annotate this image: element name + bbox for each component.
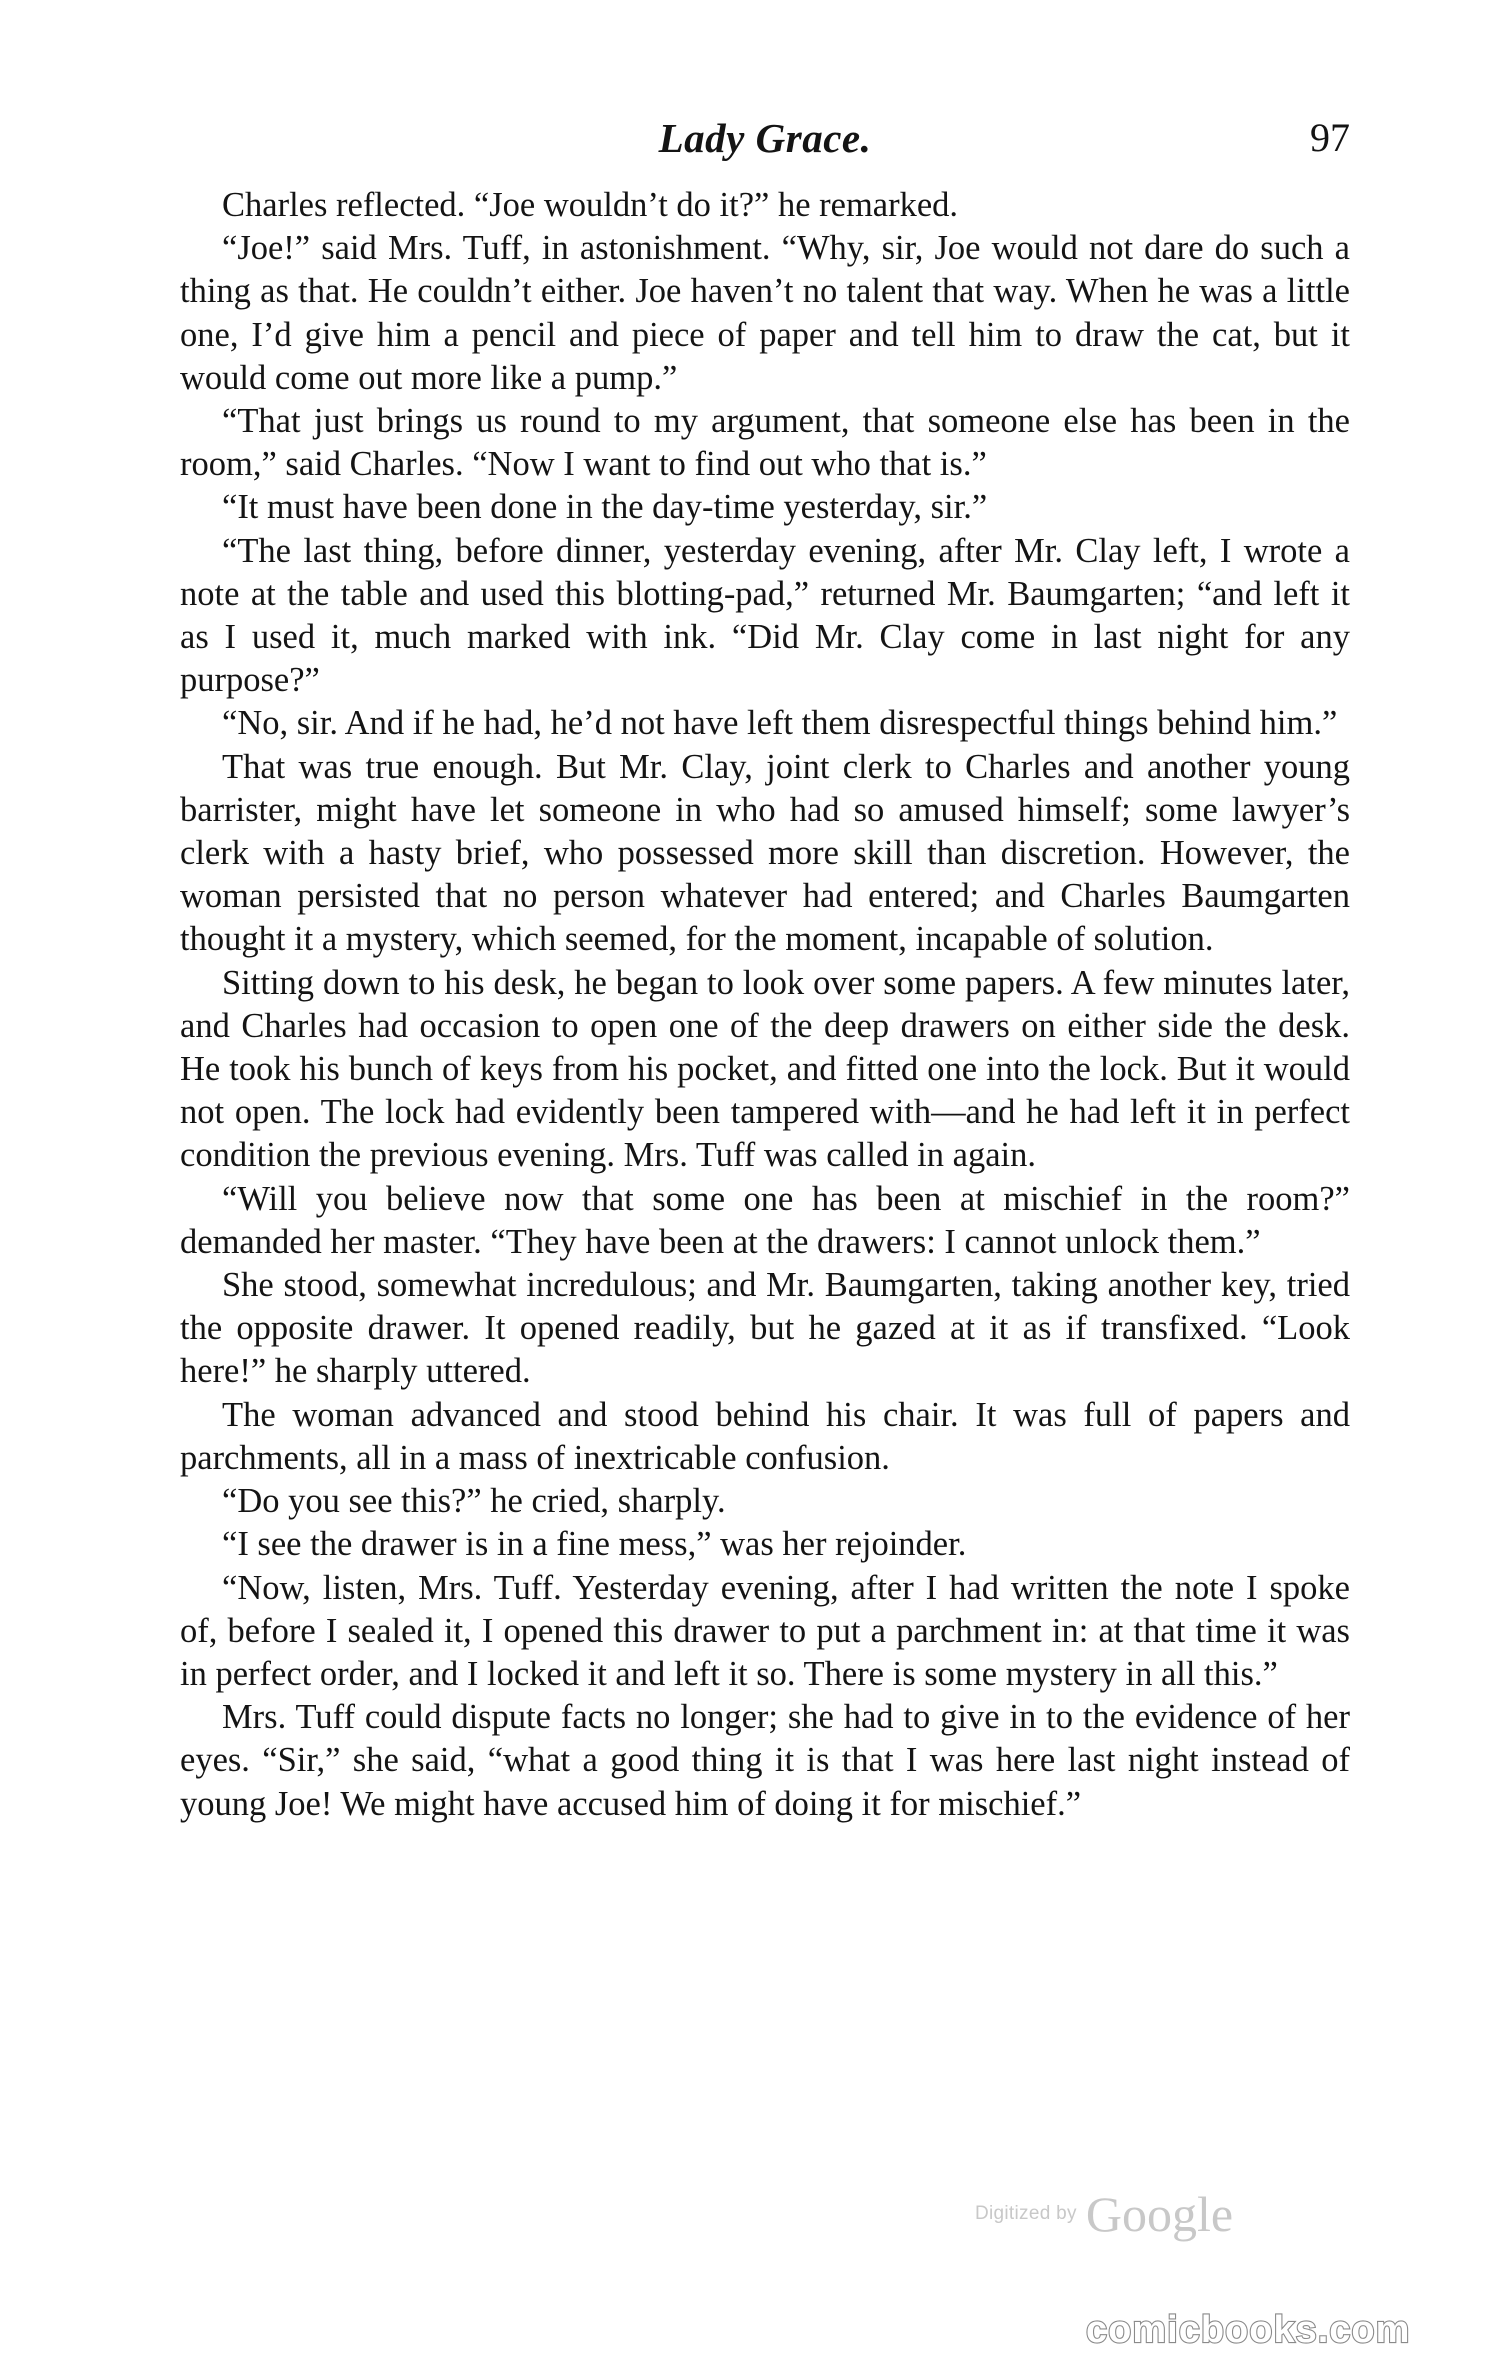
paragraph: “Now, listen, Mrs. Tuff. Yesterday evening, after I had written the note I spoke of, before I sealed it, I opened this drawer to put a parchment in: at that time it was in perfect order, and I locked it and left it so. There is some mystery in all this.” xyxy=(180,1568,1350,1693)
paragraph: “It must have been done in the day-time yesterday, sir.” xyxy=(222,488,988,527)
paragraph: “That just brings us round to my argument, that someone else has been in the room,” said Charles. “Now I want to find out who that is.” xyxy=(180,402,1350,484)
comicbooks-logo xyxy=(1082,2302,1472,2354)
paragraph: “Joe!” said Mrs. Tuff, in astonishment. “Why, sir, Joe would not dare do such a thing as that. He couldn’t either. Joe haven’t no talent that way. When he was a little one, I’d give him a pencil and piece of paper and tell him to draw the cat, but it would come out more like a pump.” xyxy=(180,229,1350,397)
digitized-by-label: Digitized by xyxy=(975,2203,1077,2224)
paragraph: “I see the drawer is in a fine mess,” was her rejoinder. xyxy=(222,1525,967,1564)
comicbooks-watermark xyxy=(1082,2302,1472,2354)
paragraph: Mrs. Tuff could dispute facts no longer; she had to give in to the evidence of her eyes. “Sir,” she said, “what a good thing it is that I was here last night instead of young Joe! We might have accused him of doing it for mischief.” xyxy=(180,1698,1350,1823)
body-text xyxy=(180,184,1350,1826)
paragraph: She stood, somewhat incredulous; and Mr. Baumgarten, taking another key, tried the opposite drawer. It opened readily, but he gazed at it as if transfixed. “Look here!” he sharply uttered. xyxy=(180,1266,1350,1391)
paragraph: That was true enough. But Mr. Clay, joint clerk to Charles and another young barrister, might have let someone in who had so amused himself; some lawyer’s clerk with a hasty brief, who possessed more skill than discretion. However, the woman persisted that no person whatever had entered; and Charles Baumgarten thought it a mystery, which seemed, for the moment, incapable of solution. xyxy=(180,747,1350,959)
paragraph: “Will you believe now that some one has been at mischief in the room?” demanded her master. “They have been at the drawers: I cannot unlock them.” xyxy=(180,1179,1350,1261)
page-number: 97 xyxy=(1310,115,1350,160)
paragraph: “Do you see this?” he cried, sharply. xyxy=(222,1482,726,1521)
digitized-by-google-watermark xyxy=(975,2185,1295,2241)
paragraph: “No, sir. And if he had, he’d not have left them disrespectful things behind him.” xyxy=(222,704,1338,743)
paragraph: “The last thing, before dinner, yesterday evening, after Mr. Clay left, I wrote a note at the table and used this blotting-pad,” returned Mr. Baumgarten; “and left it as I used it, much marked with ink. “Did Mr. Clay come in last night for any purpose?” xyxy=(180,531,1350,700)
paragraph: The woman advanced and stood behind his chair. It was full of papers and parchments, all in a mass of inextricable confusion. xyxy=(180,1395,1350,1477)
comicbooks-logo-text: comicbooks.com xyxy=(1086,2309,1411,2351)
running-title: Lady Grace. xyxy=(658,115,872,161)
paragraph: Sitting down to his desk, he began to look over some papers. A few minutes later, and Charles had occasion to open one of the deep drawers on either side the desk. He took his bunch of keys from his pocket, and fitted one into the lock. But it would not open. The lock had evidently been tampered with—and he had left it in perfect condition the previous evening. Mrs. Tuff was called in again. xyxy=(180,963,1350,1175)
paragraph: Charles reflected. “Joe wouldn’t do it?” he remarked. xyxy=(222,186,959,224)
running-head xyxy=(180,108,1350,168)
google-wordmark: Google xyxy=(1085,2186,1234,2242)
